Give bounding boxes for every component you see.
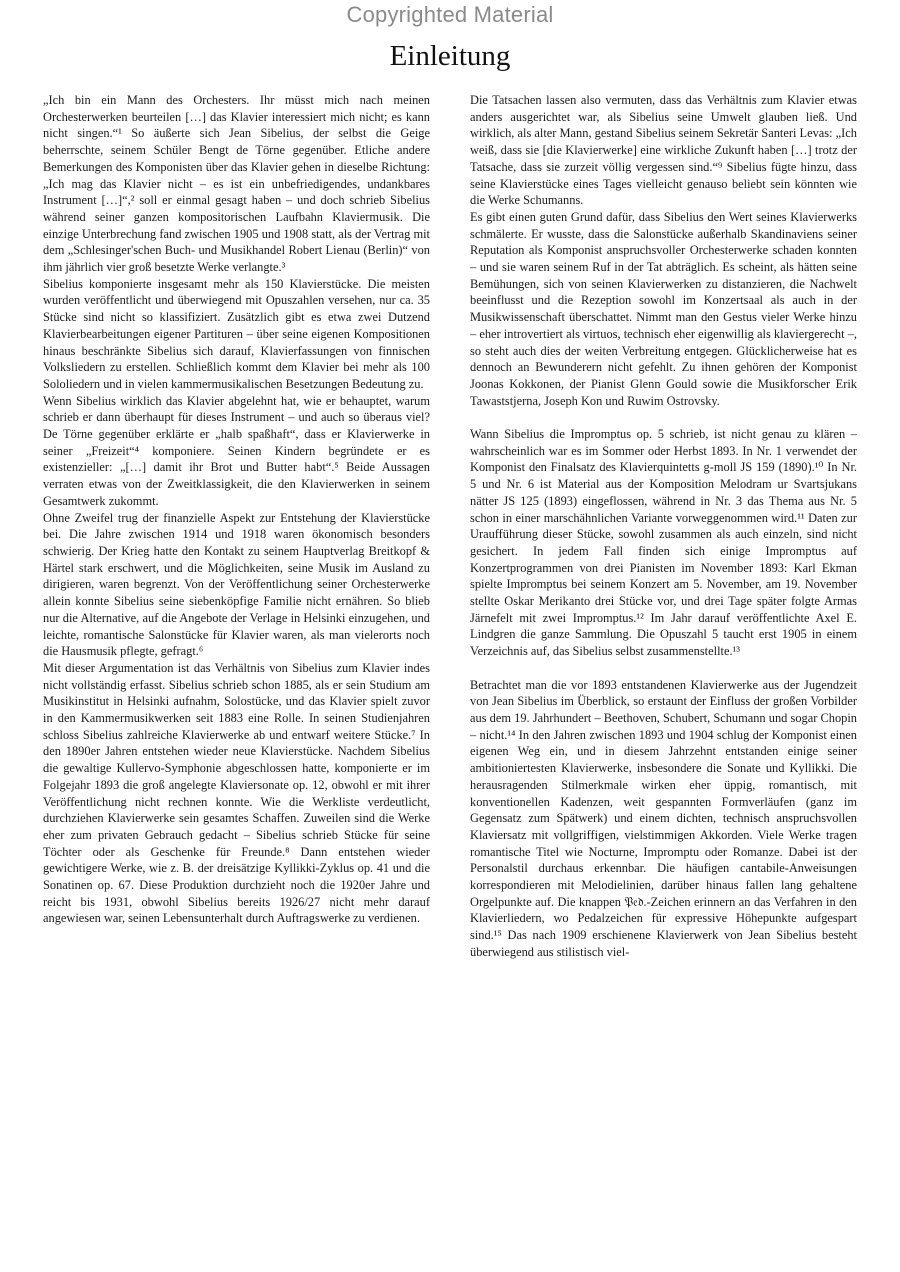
paragraph: Wenn Sibelius wirklich das Klavier abgelehnt hat, wie er behauptet, warum schrieb er dann überhaupt für dieses Instrument – und auch so überaus viel? De Törne gegenüber erklärte er „halb spaßhaft“, dass er Klavierwerke in seiner „Freizeit“⁴ komponiere. Seinen Kindern begründete er es existenzieller: „[…] damit ihr Brot und Butter habt“.⁵ Beide Aussagen verraten etwas von der Zweitklassigkeit, die den Klavierwerken in seinem Gesamtwerk zukommt. — [43, 393, 430, 508]
paragraph: Betrachtet man die vor 1893 entstandenen Klavierwerke aus der Jugendzeit von Jean Sibelius im Überblick, so erstaunt der Einfluss der großen Vorbilder aus dem 19. Jahrhundert – Beethoven, Schubert, Schumann und sogar Chopin – nicht.¹⁴ In den Jahren zwischen 1893 und 1904 schlug der Komponist einen eigenen Weg ein, und in diesem Jahrzehnt entstanden einige seiner ambitioniertesten Klavierwerke, insbesondere die Sonate und Kyllikki. Die herausragenden Stilmerkmale wirken eher üppig, romantisch, mit konventionellen Kadenzen, weit gespannten Formverläufen (ganz im Gegensatz zum Spätwerk) und einem dichten, technisch anspruchsvollen Klaviersatz mit vollgriffigen, vielstimmigen Akkorden. Viele Werke tragen romantische Titel wie Nocturne, Impromptu oder Romanze. Dabei ist der Personalstil durchaus erkennbar. Die häufigen cantabile-Anweisungen korrespondieren mit Melodielinien, darüber hinaus fallen lang gehaltene Orgelpunkte auf. Die knappen 𝔓𝔢𝔡.-Zeichen erinnern an das Verfahren in den Klavierliedern, wo Pedalzeichen für expressive Höhepunkte aufgespart sind.¹⁵ Das nach 1909 erschienene Klavierwerk von Jean Sibelius besteht überwiegend aus stilistisch viel- — [470, 677, 857, 959]
paragraph: Wann Sibelius die Impromptus op. 5 schrieb, ist nicht genau zu klären – wahrscheinlich war es im Sommer oder Herbst 1893. In Nr. 1 verwendet der Komponist den Finalsatz des Klavierquintetts g-moll JS 159 (1890).¹⁰ In Nr. 5 und Nr. 6 ist Material aus der Komposition Melodram ur Svartsjukans nätter JS 125 (1893) eingeflossen, während in Nr. 3 das Thema aus Nr. 5 schon in einer marschähnlichen Variante vorweggenommen wird.¹¹ Daten zur Uraufführung dieser Stücke, sowohl zusammen als auch einzeln, sind nicht gesichert. In jedem Fall finden sich einige Impromptus auf Konzertprogrammen von drei Pianisten im November 1893: Karl Ekman spielte Impromptus bei seinem Konzert am 5. November, am 19. November stellte Oskar Merikanto drei Stücke vor, und drei Tage später folgte Armas Järnefelt mit zwei Impromptus.¹² Im Jahr darauf veröffentlichte Axel E. Lindgren die ganze Sammlung. Die Opuszahl 5 taucht erst 1905 in einem Verzeichnis auf, das Sibelius selbst zusammenstellte.¹³ — [470, 427, 857, 659]
right-text-column — [470, 92, 857, 961]
paragraph: Es gibt einen guten Grund dafür, dass Sibelius den Wert seines Klavierwerks schmälerte. Er wusste, dass die Salonstücke außerhalb Skandinaviens seiner Reputation als Komponist anspruchsvoller Orchesterwerke schaden konnten – und sie waren seinem Ruf in der Tat abträglich. Es scheint, als hätten seine Bemühungen, sich von seinen Klavierwerken zu distanzieren, die Nachwelt beeinflusst und die Rezeption sowohl im Konzertsaal als auch in der Musikwissenschaft überschattet. Nimmt man den Gestus vieler Werke hinzu – eher introvertiert als virtuos, technisch eher eigenwillig als klaviergerecht –, so steht auch dies der weiten Verbreitung entgegen. Glücklicherweise hat es dennoch an Bewunderern nicht gefehlt. Zu ihnen gehören der Komponist Joonas Kokkonen, der Pianist Glenn Gould sowie die Musikforscher Erik Tawaststjerna, Joseph Kon und Ruwim Ostrovsky. — [470, 209, 857, 408]
copyright-watermark: Copyrighted Material — [346, 2, 554, 27]
paragraph: Sibelius komponierte insgesamt mehr als 150 Klavierstücke. Die meisten wurden veröffentlicht und überwiegend mit Opuszahlen versehen, nur ca. 35 Stücke sind nicht so klassifiziert. Zusätzlich gibt es etwa zwei Dutzend Klavierbearbeitungen eigener Partituren – über seine eigenen Kompositionen hinaus beschränkte Sibelius sich darauf, Klavierfassungen von finnischen Volksliedern zu erstellen. Schließlich kommt dem Klavier bei mehr als 100 Sololiedern und in vielen kammermusikalischen Besetzungen Bedeutung zu. — [43, 276, 430, 391]
chapter-title: Einleitung — [389, 40, 511, 72]
paragraph: Ohne Zweifel trug der finanzielle Aspekt zur Entstehung der Klavierstücke bei. Die Jahre zwischen 1914 und 1918 waren ökonomisch besonders schwierig. Der Krieg hatte den Kontakt zu seinem Hauptverlag Breitkopf & Härtel stark erschwert, und die Möglichkeiten, seine Musik im Ausland zu dirigieren, waren begrenzt. Von der Veröffentlichung seiner Orchesterwerke allein konnte Sibelius seine siebenköpfige Familie nicht ernähren. So blieb nur die Alternative, auf die Angebote der Verlage in Helsinki einzugehen, und leichte, romantische Salonstücke für Klavier waren, als man vielerorts noch die Hausmusik pflegte, gefragt.⁶ — [43, 510, 430, 659]
paragraph: Mit dieser Argumentation ist das Verhältnis von Sibelius zum Klavier indes nicht vollständig erfasst. Sibelius schrieb schon 1885, als er sein Studium am Musikinstitut in Helsinki aufnahm, Solostücke, und das Klavier spielt zuvor in den Kammermusikwerken seit 1883 eine Rolle. In seinen Studienjahren schloss Sibelius zahlreiche Klavierwerke ab und entwarf weitere Stücke.⁷ In den 1890er Jahren entstehen wieder neue Klavierstücke. Nachdem Sibelius die gewaltige Kullervo-Symphonie abgeschlossen hatte, komponierte er im Folgejahr 1893 die groß angelegte Klaviersonate op. 12, obwohl er mit ihrer Veröffentlichung nicht rechnen konnte. Wie die Werkliste verdeutlicht, durchziehen Klavierwerke sein gesamtes Schaffen. Zuweilen sind die Werke eher zum privaten Gebrauch gedacht – Sibelius schrieb Stücke für seine Töchter oder als Geschenke für Freunde.⁸ Dann entstehen wieder gewichtigere Werke, wie z. B. der dreisätzige Kyllikki-Zyklus op. 41 und die Sonatinen op. 67. Diese Produktion durchzieht noch die 1920er Jahre und reicht bis 1931, obwohl Sibelius bereits 1926/27 nicht mehr darauf angewiesen war, seinen Lebensunterhalt durch Auftragswerke zu verdienen. — [43, 660, 430, 926]
paragraph: „Ich bin ein Mann des Orchesters. Ihr müsst mich nach meinen Orchesterwerken beurteilen […] das Klavier interessiert mich nicht; es kann nicht singen.“¹ So äußerte sich Jean Sibelius, der selbst die Geige beherrschte, seinem Schüler Bengt de Törne gegenüber. Etliche andere Bemerkungen des Komponisten über das Klavier gehen in dieselbe Richtung: „Ich mag das Klavier nicht – es ist ein unbefriedigendes, undankbares Instrument […]“,² soll er einmal gesagt haben – und doch schrieb Sibelius während seiner ganzen kompositorischen Laufbahn Klaviermusik. Die einzige Unterbrechung fand zwischen 1905 und 1908 statt, als der Vertrag mit dem „Schlesinger'schen Buch- und Musikhandel Robert Lienau (Berlin)“ von ihm jährlich vier groß besetzte Werke verlangte.³ — [43, 93, 430, 275]
paragraph: Die Tatsachen lassen also vermuten, dass das Verhältnis zum Klavier etwas anders ausgerichtet war, als Sibelius seine Umwelt glauben ließ. Und wirklich, als alter Mann, gestand Sibelius seinem Sekretär Santeri Levas: „Ich weiß, dass sie [die Klavierwerke] eine wirkliche Zukunft haben […] trotz der Tatsache, dass sie zurzeit völlig vergessen sind.“⁹ Sibelius fügte hinzu, dass seine Klavierstücke eines Tages vielleicht genauso beliebt sein könnten wie die Werke Schumanns. — [470, 93, 857, 208]
left-text-column — [43, 92, 430, 927]
